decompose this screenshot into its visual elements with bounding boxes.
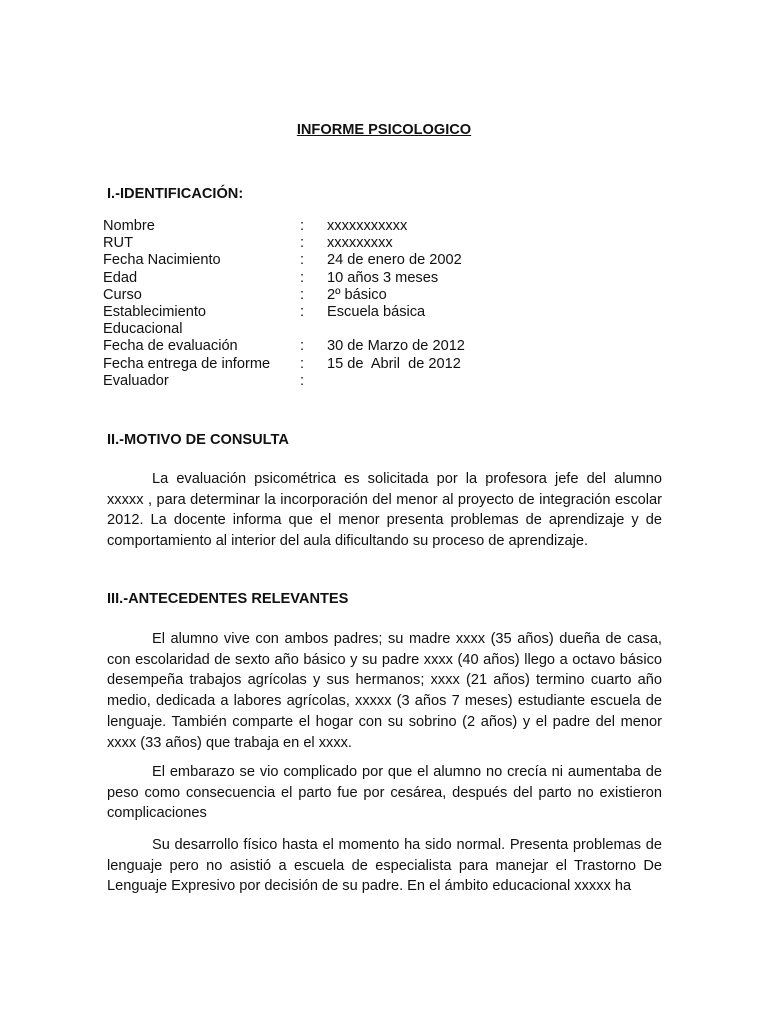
id-row-fecha-evaluacion bbox=[103, 338, 465, 355]
id-colon bbox=[300, 321, 327, 338]
id-label: Establecimiento bbox=[103, 304, 207, 321]
id-row-fecha-nacimiento bbox=[103, 252, 465, 269]
id-value: 2º básico bbox=[327, 286, 387, 303]
motivo-paragraph: La evaluación psicométrica es solicitada por la profesora jefe del alumno xxxxx , para determinar la incorporación del menor al proyecto de integración escolar 2012. La docente informa que el menor presenta problemas de aprendizaje y de comportamiento al interior del aula dificultando su proceso de aprendizaje. bbox=[107, 471, 662, 550]
id-row-establecimiento bbox=[103, 304, 465, 321]
id-colon: : bbox=[300, 372, 305, 389]
identification-table bbox=[103, 218, 465, 390]
id-row-evaluador bbox=[103, 373, 465, 390]
id-row-fecha-entrega bbox=[103, 356, 465, 373]
section-antecedentes-heading: III.-ANTECEDENTES RELEVANTES bbox=[107, 591, 349, 607]
id-row-nombre bbox=[103, 218, 465, 235]
id-colon: : bbox=[300, 355, 305, 372]
section-identificacion-heading: I.-IDENTIFICACIÓN: bbox=[107, 186, 244, 202]
antecedentes-paragraph-3: Su desarrollo físico hasta el momento ha sido normal. Presenta problemas de lenguaje pero no asistió a escuela de especialista para manejar el Trastorno De Lenguaje Expresivo por decisión de su padre. En el ámbito educacional xxxxx ha bbox=[107, 837, 662, 895]
id-colon: : bbox=[300, 304, 305, 321]
id-row-curso bbox=[103, 287, 465, 304]
id-colon: : bbox=[300, 286, 305, 303]
id-value: 15 de Abril de 2012 bbox=[327, 355, 461, 372]
id-colon: : bbox=[300, 218, 305, 234]
id-colon: : bbox=[300, 252, 305, 269]
id-label: Fecha entrega de informe bbox=[103, 355, 271, 372]
id-label: Edad bbox=[103, 269, 138, 286]
id-row-edad bbox=[103, 270, 465, 287]
id-value bbox=[327, 373, 465, 390]
document-title: INFORME PSICOLOGICO bbox=[296, 122, 472, 138]
id-label: Curso bbox=[103, 286, 142, 303]
id-row-educacional bbox=[103, 321, 465, 338]
id-colon: : bbox=[300, 338, 305, 355]
id-label: Fecha Nacimiento bbox=[103, 252, 221, 269]
section-motivo-heading: II.-MOTIVO DE CONSULTA bbox=[107, 432, 289, 448]
id-label: Nombre bbox=[103, 218, 155, 234]
id-row-rut bbox=[103, 235, 465, 252]
id-label: Educacional bbox=[103, 321, 183, 338]
id-label: Fecha de evaluación bbox=[103, 338, 238, 355]
id-colon: : bbox=[300, 235, 305, 252]
id-value: xxxxxxxxxxx bbox=[327, 218, 408, 234]
id-colon: : bbox=[300, 269, 305, 286]
id-label: RUT bbox=[103, 235, 133, 252]
id-value: Escuela básica bbox=[327, 304, 426, 321]
id-value: xxxxxxxxx bbox=[327, 235, 393, 252]
id-label: Evaluador bbox=[103, 372, 169, 389]
antecedentes-paragraph-1: El alumno vive con ambos padres; su madre xxxx (35 años) dueña de casa, con escolaridad de sexto año básico y su padre xxxx (40 años) llego a octavo básico desempeña trabajos agrícolas y sus hermanos; xxxx (21 años) termino cuarto año medio, dedicada a labores agrícolas, xxxxx (3 años 7 meses) estudiante escuela de lenguaje. También comparte el hogar con su sobrino (2 años) y el padre del menor xxxx (33 años) que trabaja en el xxxx. bbox=[107, 631, 662, 751]
antecedentes-paragraph-2: El embarazo se vio complicado por que el alumno no crecía ni aumentaba de peso como consecuencia el parto fue por cesárea, después del parto no existieron complicaciones bbox=[107, 764, 662, 822]
id-value bbox=[327, 321, 465, 338]
id-value: 30 de Marzo de 2012 bbox=[327, 338, 465, 355]
id-value: 24 de enero de 2002 bbox=[327, 252, 462, 269]
id-value: 10 años 3 meses bbox=[327, 269, 439, 286]
